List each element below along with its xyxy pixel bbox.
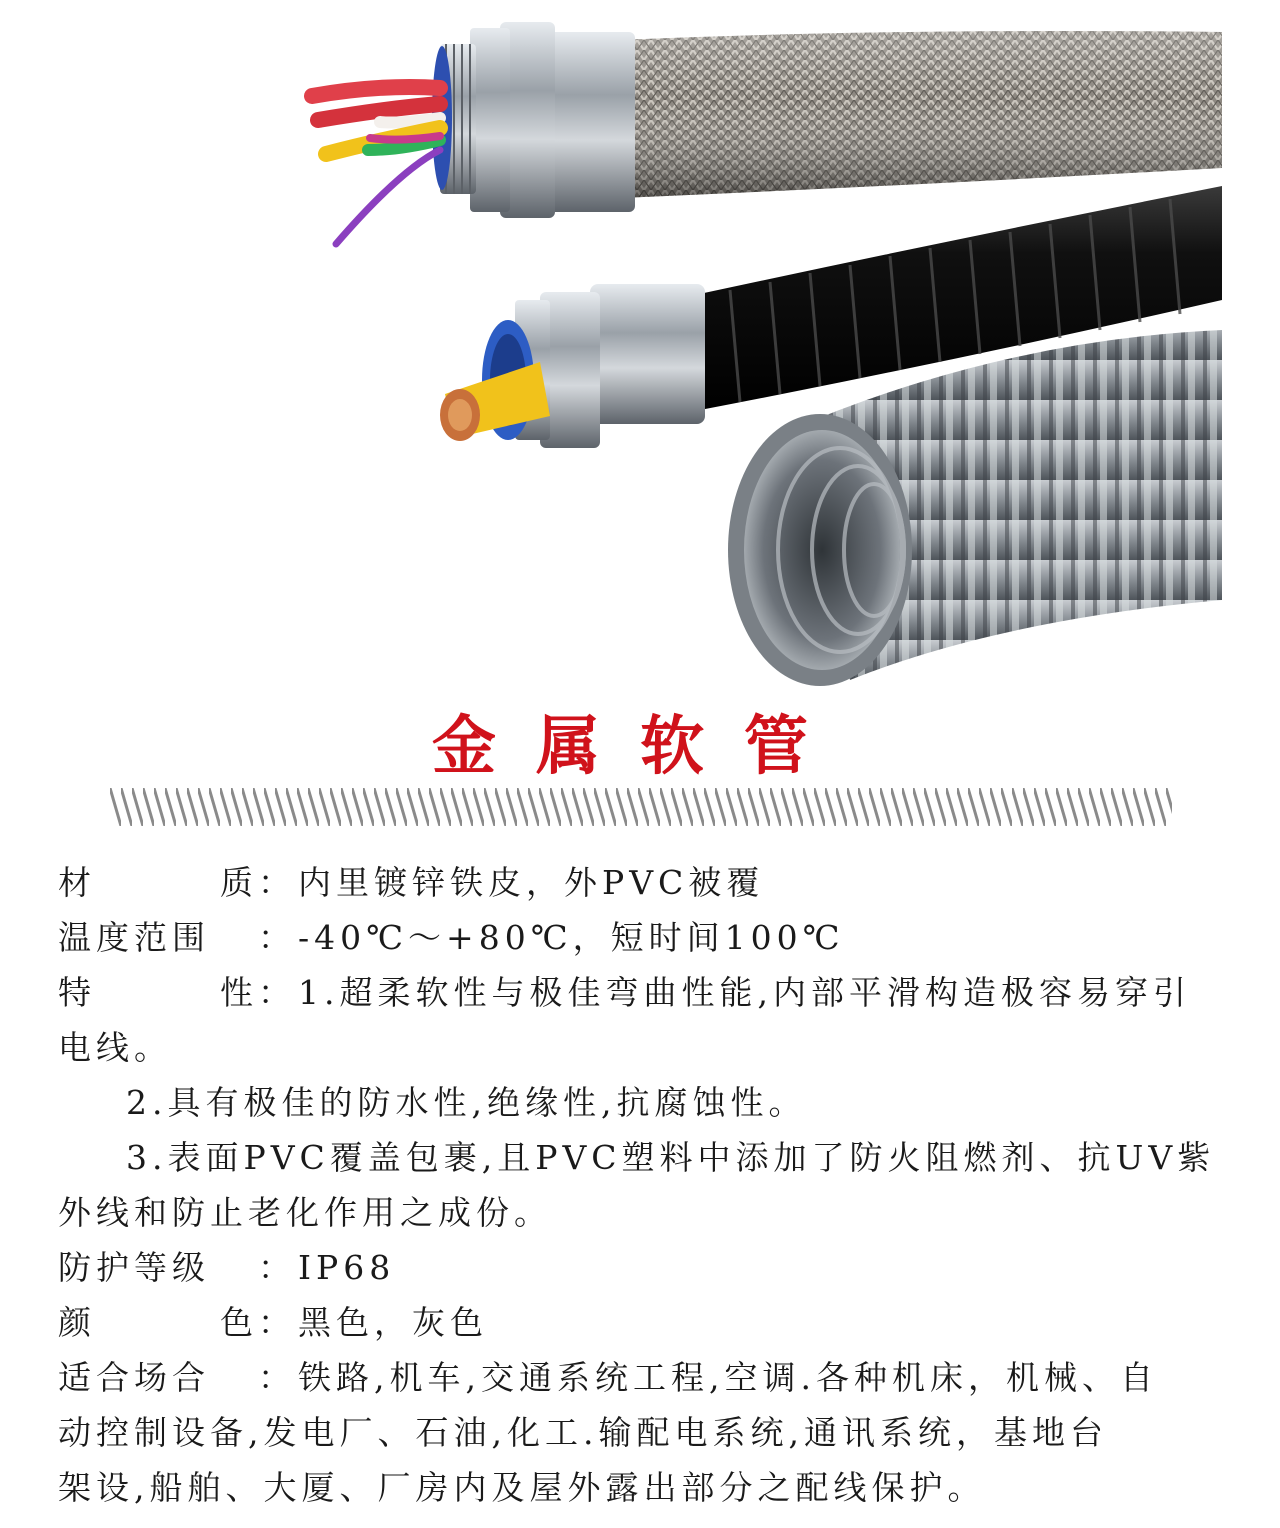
product-title: 金属软管 — [432, 709, 848, 784]
spec-features-continued: 电线。 — [58, 1028, 172, 1067]
spec-label: 防护等级 — [58, 1248, 210, 1287]
spec-label: 颜 色 — [58, 1303, 258, 1342]
hatched-divider — [110, 788, 1172, 826]
spec-features: 特 性 ： 1.超柔软性与极佳弯曲性能,内部平滑构造极容易穿引 — [58, 965, 1238, 1020]
spec-value: IP68 — [298, 1248, 396, 1287]
spec-value: 黑色，灰色 — [298, 1303, 488, 1342]
spec-label: 适合场合 — [58, 1358, 210, 1397]
product-photo — [0, 0, 1280, 700]
spec-value: 1.超柔软性与极佳弯曲性能,内部平滑构造极容易穿引 — [298, 973, 1191, 1012]
spec-list — [58, 855, 1238, 1515]
spec-label: 特 性 — [58, 973, 258, 1012]
spec-features-continued: 外线和防止老化作用之成份。 — [58, 1193, 552, 1232]
spec-applications-continued: 动控制设备,发电厂、石油,化工.输配电系统,通讯系统，基地台 — [58, 1413, 1108, 1452]
spec-feature-item: 2.具有极佳的防水性,绝缘性,抗腐蚀性。 — [126, 1083, 807, 1122]
spec-applications-continued: 架设,船舶、大厦、厂房内及屋外露出部分之配线保护。 — [58, 1468, 986, 1507]
spec-temperature: 温度范围 ： -40℃～+80℃，短时间100℃ — [58, 910, 1238, 965]
spec-color: 颜 色 ： 黑色，灰色 — [58, 1295, 1238, 1350]
spec-value: 铁路,机车,交通系统工程,空调.各种机床，机械、自 — [298, 1358, 1158, 1397]
spec-feature-item: 3.表面PVC覆盖包裹,且PVC塑料中添加了防火阻燃剂、抗UV紫 — [126, 1138, 1216, 1177]
spec-material: 材 质 ： 内里镀锌铁皮，外PVC被覆 — [58, 855, 1238, 910]
colored-wires — [312, 87, 440, 244]
spec-applications: 适合场合 ： 铁路,机车,交通系统工程,空调.各种机床，机械、自 — [58, 1350, 1238, 1405]
spec-label: 材 质 — [58, 863, 258, 902]
braided-hose — [620, 31, 1222, 198]
spec-value: 内里镀锌铁皮，外PVC被覆 — [298, 863, 765, 902]
spec-label: 温度范围 — [58, 918, 210, 957]
spec-protection: 防护等级 ： IP68 — [58, 1240, 1238, 1295]
braided-fitting — [432, 22, 635, 218]
spec-value: -40℃～+80℃，短时间100℃ — [298, 918, 845, 957]
black-conduit-fitting — [440, 284, 705, 448]
